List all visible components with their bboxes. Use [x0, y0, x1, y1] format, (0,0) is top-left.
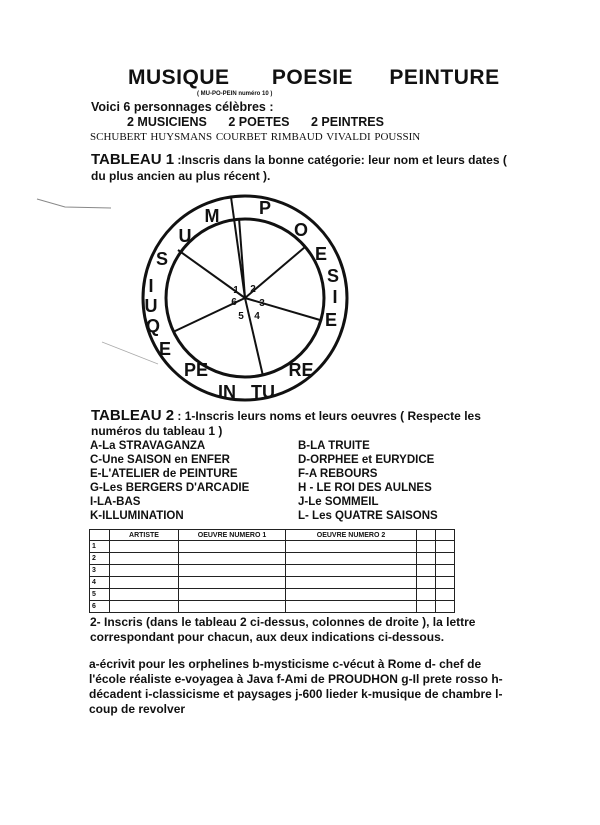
circle-letter-s: S [326, 266, 340, 286]
category-peintres: 2 PEINTRES [311, 115, 384, 129]
work-i: I-LA-BAS [90, 496, 141, 508]
row-number: 1 [90, 541, 110, 553]
circle-letter-e1: E [314, 244, 328, 264]
intro-text: Voici 6 personnages célèbres : [91, 100, 274, 114]
work-e: E-L'ATELIER de PEINTURE [90, 468, 238, 480]
circle-number-1: 1 [233, 285, 239, 296]
work-l: L- Les QUATRE SAISONS [298, 510, 438, 522]
work-f: F-A REBOURS [298, 468, 378, 480]
tableau2-block [91, 408, 531, 439]
work2-cell[interactable] [286, 565, 417, 577]
letter2-cell[interactable] [436, 601, 455, 613]
answer-table [89, 529, 455, 613]
work2-cell[interactable] [286, 553, 417, 565]
circle-letter-in: IN [218, 382, 236, 402]
circle-number-2: 2 [250, 284, 256, 295]
title-word-peinture: PEINTURE [389, 66, 500, 89]
letter1-cell[interactable] [417, 589, 436, 601]
circle-number-5: 5 [238, 311, 244, 322]
table-header-artiste: ARTISTE [110, 530, 179, 541]
row-number: 2 [90, 553, 110, 565]
table-header-letter2 [436, 530, 455, 541]
work1-cell[interactable] [179, 565, 286, 577]
table-header-oeuvre1: OEUVRE NUMERO 1 [179, 530, 286, 541]
circle-letter-re: RE [288, 360, 314, 380]
circle-letter-pe: PE [183, 360, 209, 380]
categories-line [127, 115, 384, 129]
circle-letter-u2: U [144, 296, 158, 316]
page-title [128, 66, 500, 90]
title-word-poesie: POESIE [271, 66, 354, 89]
table-header-letter1 [417, 530, 436, 541]
work-k: K-ILLUMINATION [90, 510, 184, 522]
letter2-cell[interactable] [436, 553, 455, 565]
artist-cell[interactable] [110, 553, 179, 565]
letter2-cell[interactable] [436, 565, 455, 577]
table-row [90, 577, 455, 589]
artist-cell[interactable] [110, 589, 179, 601]
artist-cell[interactable] [110, 541, 179, 553]
category-circle-diagram [133, 192, 353, 407]
table-header-oeuvre2: OEUVRE NUMERO 2 [286, 530, 417, 541]
work2-cell[interactable] [286, 589, 417, 601]
letter1-cell[interactable] [417, 577, 436, 589]
table-row [90, 601, 455, 613]
circle-letter-q: Q [145, 316, 161, 336]
circle-letter-i: I [332, 287, 338, 307]
works-right-column [298, 439, 438, 523]
work-g: G-Les BERGERS D'ARCADIE [90, 482, 250, 494]
work1-cell[interactable] [179, 553, 286, 565]
names-line: SCHUBERT HUYSMANS COURBET RIMBAUD VIVALDI POUSSIN [90, 131, 421, 143]
artist-cell[interactable] [110, 565, 179, 577]
work-b: B-LA TRUITE [298, 440, 370, 452]
circle-number-4: 4 [254, 311, 260, 322]
work-c: C-Une SAISON en ENFER [90, 454, 230, 466]
circle-number-3: 3 [259, 298, 265, 309]
works-left-column [90, 439, 249, 523]
circle-letter-tu: TU [251, 382, 275, 402]
circle-letter-u1: U [178, 226, 192, 246]
letter2-cell[interactable] [436, 541, 455, 553]
tableau1-instruction: :Inscris dans la bonne catégorie: leur nom et leurs dates ( du plus ancien au plus récent ). [91, 153, 507, 183]
category-poetes: 2 POETES [228, 115, 290, 129]
row-number: 4 [90, 577, 110, 589]
work-d: D-ORPHEE et EURYDICE [298, 454, 435, 466]
circle-number-6: 6 [231, 297, 237, 308]
tableau1-block [91, 152, 511, 184]
work1-cell[interactable] [179, 577, 286, 589]
work2-cell[interactable] [286, 541, 417, 553]
work-h: H - LE ROI DES AULNES [298, 482, 432, 494]
part2-instruction: 2- Inscris (dans le tableau 2 ci-dessus, colonnes de droite ), la lettre correspondant pour chacun, aux deux indications ci-dessous. [90, 615, 476, 644]
letter1-cell[interactable] [417, 553, 436, 565]
table-header-num [90, 530, 110, 541]
table-row [90, 589, 455, 601]
row-number: 5 [90, 589, 110, 601]
circle-letter-e2: E [324, 310, 338, 330]
circle-letter-o: O [293, 220, 309, 240]
table-row [90, 565, 455, 577]
letter2-cell[interactable] [436, 577, 455, 589]
row-number: 3 [90, 565, 110, 577]
circle-letter-m: M [204, 206, 220, 226]
table-row [90, 541, 455, 553]
letter1-cell[interactable] [417, 565, 436, 577]
work2-cell[interactable] [286, 577, 417, 589]
category-musiciens: 2 MUSICIENS [127, 115, 207, 129]
circle-letter-i2: I [148, 276, 154, 296]
work1-cell[interactable] [179, 589, 286, 601]
table-row [90, 553, 455, 565]
work1-cell[interactable] [179, 541, 286, 553]
row-number: 6 [90, 601, 110, 613]
circle-letter-e3: E [158, 339, 172, 359]
title-word-musique: MUSIQUE [128, 66, 230, 89]
scan-mark [35, 195, 115, 215]
part2-clues: a-écrivit pour les orphelines b-mysticisme c-vécut à Rome d- chef de l'école réaliste e-voyagea à Java f-Ami de PROUDHON g-Il prete rosso h-décadent i-classicisme et paysages j-600 lieder k-musique de chambre l-coup de revolver [89, 657, 503, 716]
work2-cell[interactable] [286, 601, 417, 613]
work-a: A-La STRAVAGANZA [90, 440, 206, 452]
tableau2-instruction: : 1-Inscris leurs noms et leurs oeuvres ( Respecte les numéros du tableau 1 ) [91, 409, 481, 438]
work-j: J-Le SOMMEIL [298, 496, 379, 508]
circle-letter-p: P [258, 198, 272, 218]
circle-letter-s2: S [155, 249, 169, 269]
letter2-cell[interactable] [436, 589, 455, 601]
artist-cell[interactable] [110, 601, 179, 613]
table-header-row [90, 530, 455, 541]
artist-cell[interactable] [110, 577, 179, 589]
letter1-cell[interactable] [417, 601, 436, 613]
tableau2-heading: TABLEAU 2 [91, 407, 175, 424]
letter1-cell[interactable] [417, 541, 436, 553]
tableau1-heading: TABLEAU 1 [91, 151, 175, 168]
subtitle: ( MU-PO-PEIN numéro 10 ) [197, 91, 273, 97]
work1-cell[interactable] [179, 601, 286, 613]
